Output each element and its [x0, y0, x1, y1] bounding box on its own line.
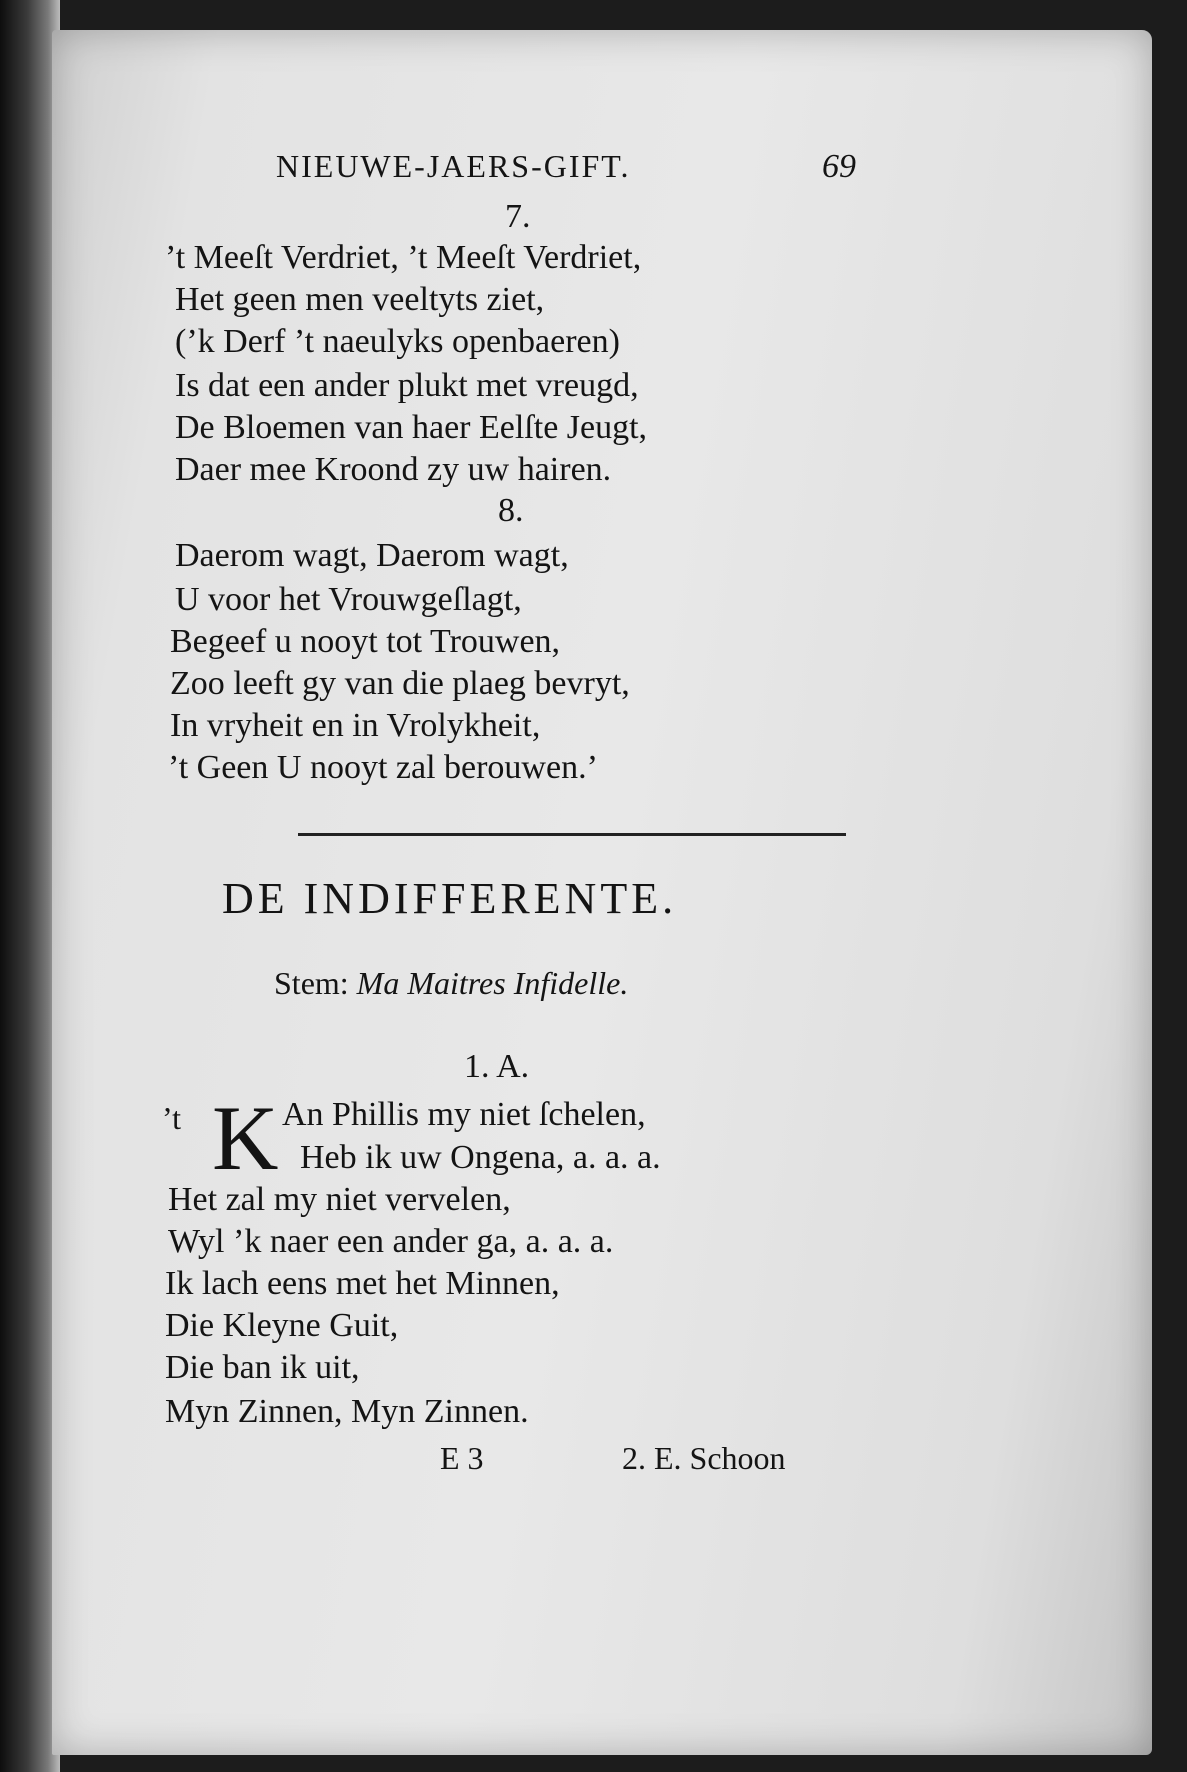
tune-label: Stem: [274, 965, 349, 1001]
verse-line: An Phillis my niet ſchelen, [282, 1096, 646, 1133]
verse-line: (’k Derf ’t naeulyks openbaeren) [175, 323, 620, 360]
verse-line: U voor het Vrouwgeſlagt, [175, 581, 522, 618]
verse-line: Is dat een ander plukt met vreugd, [175, 367, 639, 404]
verse-line: ’t Geen U nooyt zal berouwen.’ [168, 749, 598, 786]
page-number: 69 [822, 148, 856, 185]
tune-name: Ma Maitres Infidelle. [356, 965, 629, 1001]
stanza-number-7: 7. [505, 198, 531, 235]
section-divider [298, 833, 846, 836]
verse-line: Wyl ’k naer een ander ga, a. a. a. [168, 1223, 614, 1260]
verse-line: Die Kleyne Guit, [165, 1307, 399, 1344]
verse-line: In vryheit en in Vrolykheit, [170, 707, 541, 744]
tune-indication [274, 965, 628, 1002]
verse-prefix: ’t [162, 1100, 181, 1136]
stanza-number-8: 8. [498, 492, 524, 529]
catchword: 2. E. Schoon [622, 1440, 786, 1476]
signature-mark: E 3 [440, 1440, 484, 1476]
verse-line: Begeef u nooyt tot Trouwen, [170, 623, 561, 660]
verse-line: Het zal my niet vervelen, [168, 1181, 511, 1218]
verse-line: ’t Meeſt Verdriet, ’t Meeſt Verdriet, [165, 239, 642, 276]
verse-line: Myn Zinnen, Myn Zinnen. [165, 1393, 529, 1430]
verse-line: Zoo leeft gy van die plaeg bevryt, [170, 665, 630, 702]
verse-line: Het geen men veeltyts ziet, [175, 281, 545, 318]
verse-line: Die ban ik uit, [165, 1349, 360, 1386]
verse-line: Ik lach eens met het Minnen, [165, 1265, 560, 1302]
verse-line: Daerom wagt, Daerom wagt, [175, 537, 569, 574]
song-title: DE INDIFFERENTE. [222, 874, 678, 923]
verse-line: Heb ik uw Ongena, a. a. a. [300, 1139, 661, 1176]
running-header: NIEUWE-JAERS-GIFT. [276, 148, 631, 184]
stanza-number-1: 1. A. [464, 1048, 530, 1085]
verse-line: De Bloemen van haer Eelſte Jeugt, [175, 409, 648, 446]
drop-cap: K [212, 1087, 279, 1189]
verse-line: Daer mee Kroond zy uw hairen. [175, 451, 612, 488]
